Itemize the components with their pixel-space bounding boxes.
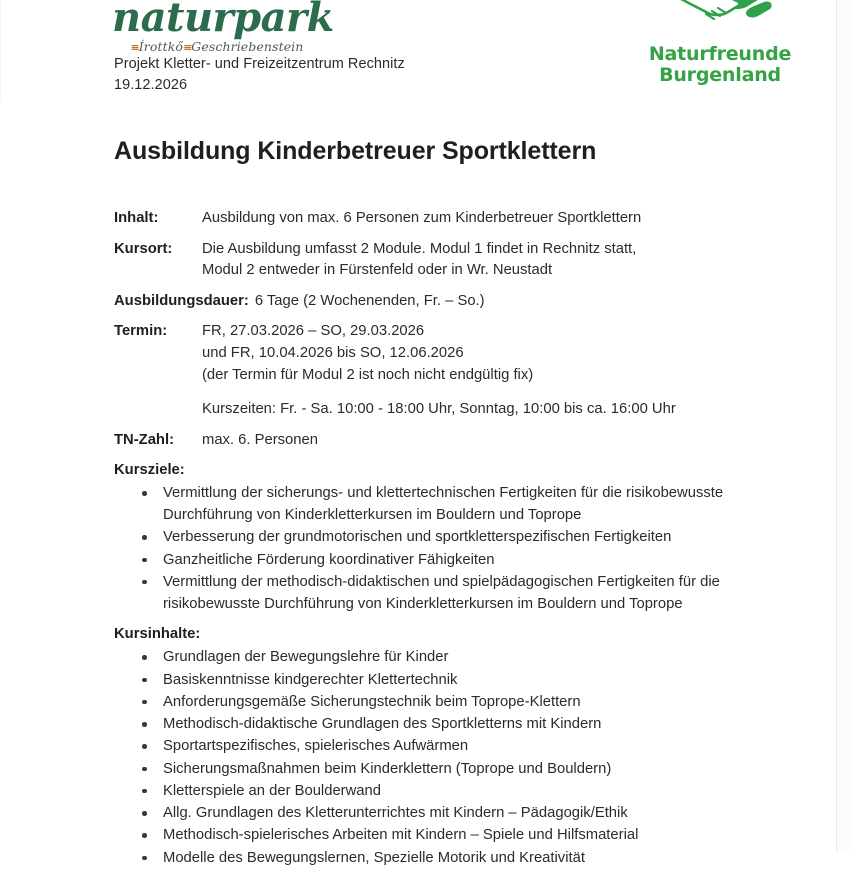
section-title-kursinhalte: Kursinhalte: — [114, 626, 201, 642]
info-row-termin — [114, 321, 814, 386]
section-kursinhalte — [114, 624, 814, 870]
value-ausbildungsdauer: 6 Tage (2 Wochenenden, Fr. – So.) — [254, 292, 485, 309]
label-termin: Termin: — [114, 323, 168, 340]
list-item: Ganzheitliche Förderung koordinativer Fähigkeiten — [142, 550, 814, 572]
page-right-margin — [837, 0, 852, 852]
label-tn-zahl: TN-Zahl: — [114, 431, 174, 448]
list-item: Vermittlung der methodisch-didaktischen und spielpädagogischen Fertigkeiten für die risikobewusste Durchführung von Kinderkletterkursen im Bouldern und Toprope — [142, 572, 814, 616]
list-item: Kletterspiele an der Boulderwand — [142, 781, 814, 803]
naturpark-wordmark: naturpark — [112, 0, 334, 41]
page-right-edge — [836, 0, 837, 852]
naturfreunde-line-1: Naturfreunde — [648, 43, 792, 65]
naturpark-tick-right-icon: ≡ — [183, 41, 192, 54]
value-kurszeiten: Kurszeiten: Fr. - Sa. 10:00 - 18:00 Uhr, Sonntag, 10:00 bis ca. 16:00 Uhr — [202, 401, 676, 418]
value-kursort — [202, 239, 814, 282]
label-inhalt: Inhalt: — [114, 210, 159, 226]
list-item: Verbesserung der grundmotorischen und sportkletterspezifischen Fertigkeiten — [142, 527, 814, 549]
value-termin-line-3: (der Termin für Modul 2 ist noch nicht endgültig fix) — [202, 366, 534, 383]
value-kursort-line-2: Modul 2 entweder in Fürstenfeld oder in Wr. Neustadt — [202, 262, 553, 279]
page-title: Ausbildung Kinderbetreuer Sportklettern — [114, 137, 597, 165]
list-item: Anforderungsgemäße Sicherungstechnik beim Toprope-Klettern — [142, 692, 814, 714]
naturpark-subtitle-right: Geschriebenstein — [191, 39, 304, 54]
info-row-ausbildungsdauer — [114, 291, 814, 313]
value-tn-zahl: max. 6. Personen — [202, 431, 318, 448]
value-kursort-line-1: Die Ausbildung umfasst 2 Module. Modul 1 findet in Rechnitz statt, — [202, 240, 637, 257]
list-item: Basiskenntnisse kindgerechter Klettertechnik — [142, 670, 814, 692]
project-date: 19.12.2026 — [114, 76, 188, 93]
naturpark-subtitle — [112, 39, 322, 54]
value-inhalt: Ausbildung von max. 6 Personen zum Kinderbetreuer Sportklettern — [202, 210, 642, 226]
value-termin-line-1: FR, 27.03.2026 – SO, 29.03.2026 — [202, 323, 425, 340]
label-kursort: Kursort: — [114, 240, 173, 257]
naturfreunde-handshake-icon — [640, 0, 800, 44]
info-row-kursort — [114, 239, 814, 282]
value-termin — [202, 321, 814, 386]
naturfreunde-wordmark — [640, 44, 800, 85]
naturpark-logo — [112, 0, 334, 54]
list-item: Sportartspezifisches, spielerisches Aufwärmen — [142, 736, 814, 758]
list-item: Methodisch-didaktische Grundlagen des Sportkletterns mit Kindern — [142, 714, 814, 736]
naturfreunde-line-2: Burgenland — [659, 63, 781, 86]
label-ausbildungsdauer: Ausbildungsdauer: — [114, 292, 249, 309]
section-title-kursziele: Kursziele: — [114, 462, 185, 478]
list-item: Modelle des Bewegungslernen, Spezielle Motorik und Kreativität — [142, 848, 814, 870]
list-item: Allg. Grundlagen des Kletterunterrichtes mit Kindern – Pädagogik/Ethik — [142, 803, 814, 825]
kursziele-list — [114, 483, 814, 615]
list-item: Sicherungsmaßnahmen beim Kinderklettern (Toprope und Bouldern) — [142, 759, 814, 781]
project-name: Projekt Kletter- und Freizeitzentrum Rechnitz — [114, 56, 405, 72]
info-row-inhalt — [114, 208, 814, 230]
kursinhalte-list — [114, 647, 814, 869]
info-row-tn-zahl — [114, 430, 814, 452]
course-info-block — [114, 208, 814, 460]
section-kursziele — [114, 460, 814, 616]
project-header-text — [114, 54, 405, 95]
info-row-kurszeiten — [114, 399, 814, 421]
list-item: Grundlagen der Bewegungslehre für Kinder — [142, 647, 814, 669]
naturfreunde-logo — [640, 0, 800, 85]
list-item: Vermittlung der sicherungs- und klettertechnischen Fertigkeiten für die risikobewusste Durchführung von Kinderkletterkursen im Bouldern und Toprope — [142, 483, 814, 527]
list-item: Methodisch-spielerisches Arbeiten mit Kindern – Spiele und Hilfsmaterial — [142, 825, 814, 847]
naturpark-tick-left-icon: ≡ — [130, 41, 139, 54]
naturpark-subtitle-left: Írottkő — [138, 39, 184, 54]
document-header — [0, 0, 836, 120]
value-termin-line-2: und FR, 10.04.2026 bis SO, 12.06.2026 — [202, 344, 464, 361]
